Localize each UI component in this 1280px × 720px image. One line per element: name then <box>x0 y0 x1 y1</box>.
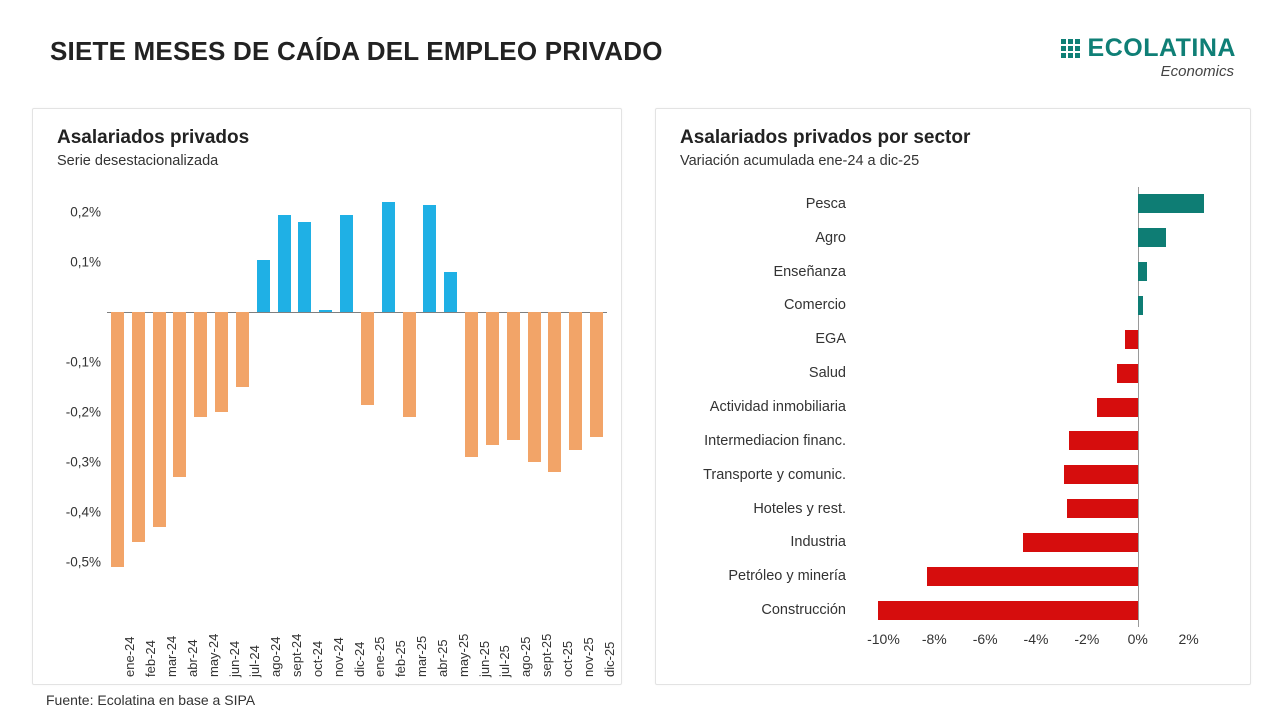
sector-bar <box>1023 533 1137 552</box>
x-tick-label: oct-25 <box>559 640 575 677</box>
x-tick-label: ene-24 <box>122 636 138 677</box>
category-label: Salud <box>808 365 846 382</box>
bar <box>486 312 499 445</box>
left-panel-title: Asalariados privados <box>57 127 250 148</box>
y-tick-label: -0,5% <box>65 554 101 570</box>
x-tick-label: -8% <box>921 631 947 647</box>
bar <box>361 312 374 405</box>
category-label: Construcción <box>761 602 846 619</box>
category-label: Pesca <box>805 195 846 212</box>
sector-bar <box>1138 194 1204 213</box>
sector-bar <box>1064 465 1138 484</box>
x-tick-label: jul-24 <box>247 645 263 677</box>
bar <box>111 312 124 567</box>
category-label: EGA <box>815 331 846 348</box>
x-tick-label: mar-25 <box>414 635 430 677</box>
sector-bar <box>1069 431 1138 450</box>
bar-column <box>253 187 274 587</box>
x-tick-label: -6% <box>972 631 998 647</box>
bar-column <box>295 187 316 587</box>
category-label: Intermediacion financ. <box>704 432 846 449</box>
x-tick-label: abr-24 <box>184 639 200 677</box>
sector-bar <box>1138 262 1147 281</box>
bar <box>132 312 145 542</box>
bar <box>340 215 353 313</box>
bar <box>215 312 228 412</box>
sector-bar <box>1138 228 1166 247</box>
logo-dots-icon <box>1061 39 1080 58</box>
sector-bar <box>1125 330 1138 349</box>
bar <box>382 202 395 312</box>
bar <box>507 312 520 440</box>
category-label: Transporte y comunic. <box>703 466 846 483</box>
y-tick-label: -0,2% <box>65 404 101 420</box>
x-tick-label: nov-24 <box>330 637 346 677</box>
category-label: Industria <box>790 534 846 551</box>
bar <box>153 312 166 527</box>
bar-column <box>232 187 253 587</box>
sector-bar <box>878 601 1137 620</box>
bar <box>465 312 478 457</box>
category-label: Comercio <box>783 297 846 314</box>
bar-column <box>357 187 378 587</box>
x-tick-label: ago-25 <box>518 636 534 677</box>
y-tick-label: 0,2% <box>70 204 101 220</box>
right-category-labels <box>672 187 852 627</box>
sector-bar <box>1117 364 1137 383</box>
x-tick-label: feb-24 <box>143 640 159 677</box>
x-tick-label: ago-24 <box>268 636 284 677</box>
bar <box>236 312 249 387</box>
logo-name: ECOLATINA <box>1087 34 1236 62</box>
bar-column <box>315 187 336 587</box>
monthly-series-chart <box>47 187 617 677</box>
x-tick-label: jun-24 <box>226 640 242 677</box>
bar <box>257 260 270 313</box>
x-tick-label: ene-25 <box>372 636 388 677</box>
bar <box>569 312 582 450</box>
bar <box>278 215 291 313</box>
sector-bar <box>1138 296 1143 315</box>
right-x-axis-ticks <box>858 631 1214 661</box>
x-tick-label: dic-25 <box>601 641 617 677</box>
bar-column <box>503 187 524 587</box>
bar-column <box>399 187 420 587</box>
bar <box>319 310 332 313</box>
bar-column <box>128 187 149 587</box>
x-tick-label: may-24 <box>205 633 221 677</box>
bar <box>298 222 311 312</box>
sector-bar <box>1067 499 1138 518</box>
bar <box>548 312 561 472</box>
y-tick-label: -0,4% <box>65 504 101 520</box>
bar-column <box>190 187 211 587</box>
x-tick-label: dic-24 <box>351 641 367 677</box>
x-tick-label: may-25 <box>455 633 471 677</box>
category-label: Petróleo y minería <box>728 568 846 585</box>
bar-column <box>420 187 441 587</box>
bar <box>194 312 207 417</box>
bar-column <box>586 187 607 587</box>
x-tick-label: abr-25 <box>434 639 450 677</box>
page-title: SIETE MESES DE CAÍDA DEL EMPLEO PRIVADO <box>50 36 663 66</box>
sector-bar <box>927 567 1138 586</box>
x-tick-label: oct-24 <box>309 640 325 677</box>
category-label: Actividad inmobiliaria <box>709 399 846 415</box>
bar <box>173 312 186 477</box>
bar <box>444 272 457 312</box>
left-chart-panel <box>32 108 622 685</box>
right-panel-title: Asalariados privados por sector <box>680 127 971 148</box>
right-panel-subtitle: Variación acumulada ene-24 a dic-25 <box>680 153 920 169</box>
sector-bar <box>1097 398 1138 417</box>
bar-column <box>378 187 399 587</box>
category-label: Enseñanza <box>773 263 846 280</box>
y-tick-label: 0,1% <box>70 254 101 270</box>
category-label: Agro <box>815 229 846 246</box>
x-tick-label: -2% <box>1074 631 1100 647</box>
y-tick-label: -0,1% <box>65 354 101 370</box>
left-panel-subtitle: Serie desestacionalizada <box>57 153 219 169</box>
bar-column <box>170 187 191 587</box>
bar-column <box>107 187 128 587</box>
x-tick-label: 2% <box>1178 631 1199 647</box>
y-tick-label: -0,3% <box>65 454 101 470</box>
bar-column <box>440 187 461 587</box>
source-note: Fuente: Ecolatina en base a SIPA <box>46 692 256 708</box>
ecolatina-logo <box>1061 34 1236 80</box>
bar-column <box>211 187 232 587</box>
bar-column <box>545 187 566 587</box>
bar-column <box>461 187 482 587</box>
left-bars-group <box>107 187 607 587</box>
logo-subtitle: Economics <box>1160 63 1234 80</box>
x-tick-label: 0% <box>1127 631 1148 647</box>
bar-column <box>274 187 295 587</box>
left-plot-area <box>107 187 607 587</box>
left-y-axis-labels <box>47 187 105 587</box>
bar-column <box>149 187 170 587</box>
category-label: Hoteles y rest. <box>753 500 846 517</box>
bar <box>590 312 603 437</box>
x-tick-label: jul-25 <box>497 645 513 677</box>
x-tick-label: -10% <box>867 631 900 647</box>
x-tick-label: -4% <box>1023 631 1049 647</box>
right-plot-area <box>858 187 1214 627</box>
x-tick-label: sept-25 <box>539 633 555 677</box>
bar-column <box>565 187 586 587</box>
left-x-axis-labels <box>107 591 617 683</box>
x-tick-label: mar-24 <box>164 635 180 677</box>
bar <box>423 205 436 313</box>
x-tick-label: sept-24 <box>289 633 305 677</box>
x-tick-label: nov-25 <box>580 637 596 677</box>
bar-column <box>524 187 545 587</box>
x-tick-label: feb-25 <box>393 640 409 677</box>
zero-axis-line-vertical <box>1138 187 1139 627</box>
right-chart-panel <box>655 108 1251 685</box>
x-tick-label: jun-25 <box>476 640 492 677</box>
bar-column <box>336 187 357 587</box>
sector-variation-chart <box>672 187 1234 667</box>
bar <box>403 312 416 417</box>
bar <box>528 312 541 462</box>
bar-column <box>482 187 503 587</box>
